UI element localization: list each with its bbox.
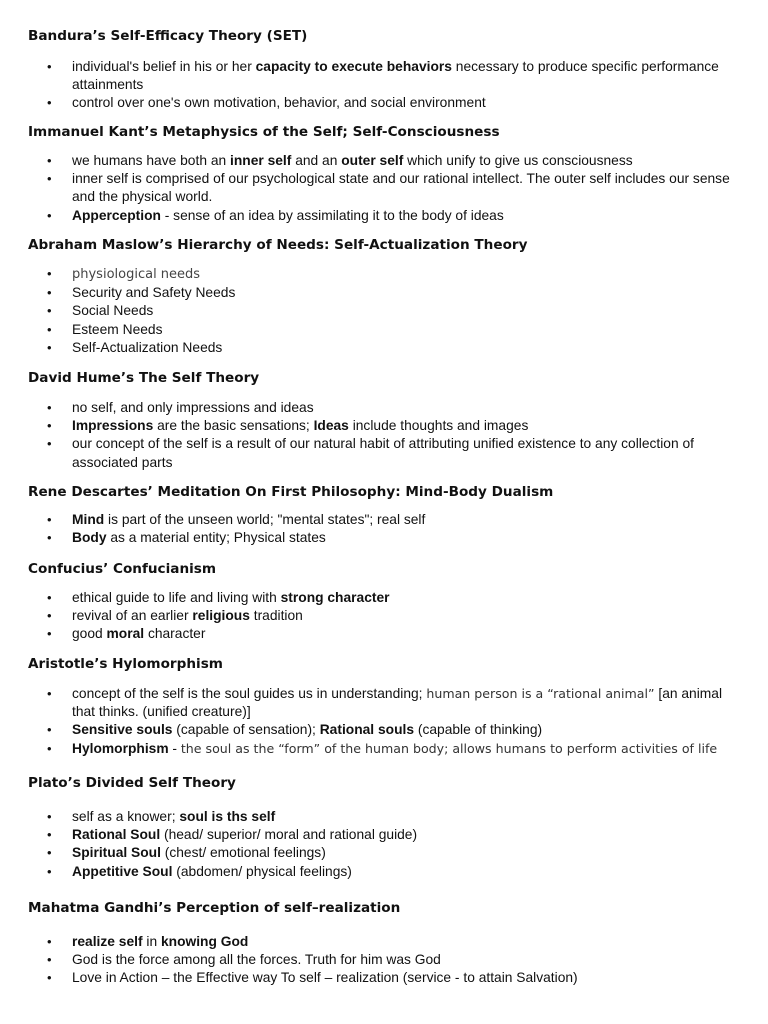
bullet-icon: • bbox=[47, 207, 52, 223]
list-item-text bbox=[72, 95, 486, 110]
section-heading: Rene Descartes’ Meditation On First Philosophy: Mind-Body Dualism bbox=[28, 484, 554, 500]
bullet-icon: • bbox=[47, 339, 52, 355]
list-item bbox=[0, 826, 768, 844]
text-run: we humans have both an bbox=[72, 153, 231, 168]
text-run: are the basic sensations; bbox=[153, 418, 314, 434]
list-item bbox=[0, 435, 768, 471]
list-item bbox=[0, 529, 768, 547]
bullet-icon: • bbox=[47, 740, 52, 756]
text-run: Esteem Needs bbox=[72, 321, 163, 337]
bold-term: outer self bbox=[341, 153, 404, 168]
bold-term: religious bbox=[192, 608, 250, 624]
bullet-list bbox=[0, 589, 768, 644]
text-run: character bbox=[144, 626, 206, 642]
bold-term: Rational souls bbox=[319, 722, 415, 738]
bullet-icon: • bbox=[47, 303, 52, 319]
section-heading: Bandura’s Self-Efficacy Theory (SET) bbox=[28, 28, 308, 44]
list-item-text bbox=[72, 845, 326, 860]
text-run: self as a knower; bbox=[72, 809, 180, 824]
text-run: (head/ superior/ moral and rational guide) bbox=[160, 827, 418, 843]
text-run: (abdomen/ physical feelings) bbox=[172, 863, 352, 879]
list-item bbox=[0, 511, 768, 529]
list-item-text bbox=[72, 741, 717, 756]
list-item-text bbox=[72, 686, 722, 719]
list-item bbox=[0, 302, 768, 320]
list-item-text bbox=[72, 809, 275, 824]
list-item bbox=[0, 607, 768, 625]
text-run: (capable of thinking) bbox=[414, 722, 543, 738]
text-run: [an animal that thinks. (unified creature)] bbox=[72, 686, 723, 720]
list-item bbox=[0, 625, 768, 643]
text-run: God is the force among all the forces. Truth for him was God bbox=[72, 952, 441, 968]
list-item-text bbox=[72, 400, 314, 415]
text-run: ethical guide to life and living with bbox=[72, 590, 281, 605]
text-run: in bbox=[142, 934, 161, 949]
bold-term: Appetitive Soul bbox=[72, 863, 173, 879]
text-run: individual's belief in his or her bbox=[72, 59, 256, 74]
list-item bbox=[0, 740, 768, 758]
list-item bbox=[0, 417, 768, 435]
bold-term: Impressions bbox=[72, 418, 154, 434]
text-run: - bbox=[168, 740, 181, 756]
section-heading: Mahatma Gandhi’s Perception of self–realization bbox=[28, 900, 401, 916]
list-item-text bbox=[72, 626, 205, 641]
bullet-icon: • bbox=[47, 512, 52, 527]
bold-term: Sensitive souls bbox=[72, 722, 173, 738]
list-item-text bbox=[72, 340, 222, 355]
bullet-list bbox=[0, 58, 768, 113]
list-item bbox=[0, 399, 768, 417]
bullet-list bbox=[0, 152, 768, 225]
text-run: physiological needs bbox=[72, 267, 201, 282]
bold-term: realize self bbox=[72, 934, 143, 949]
list-item bbox=[0, 721, 768, 739]
text-run: - sense of an idea by assimilating it to the body of ideas bbox=[160, 207, 504, 223]
bullet-list bbox=[0, 399, 768, 472]
section-heading: Aristotle’s Hylomorphism bbox=[28, 656, 223, 672]
bullet-icon: • bbox=[47, 436, 52, 452]
section-heading: Plato’s Divided Self Theory bbox=[28, 775, 236, 791]
list-item-text bbox=[72, 512, 425, 527]
bold-term: knowing God bbox=[160, 934, 249, 949]
list-item-text bbox=[72, 208, 504, 223]
text-run: inner self is comprised of our psychological state and our rational intellect. The outer self includes our sense and the physical world. bbox=[72, 171, 730, 205]
list-item bbox=[0, 844, 768, 862]
list-item bbox=[0, 265, 768, 284]
list-item bbox=[0, 969, 768, 987]
list-item-text bbox=[72, 153, 633, 168]
text-run: revival of an earlier bbox=[72, 608, 193, 624]
bold-term: Rational Soul bbox=[72, 827, 161, 843]
section-heading: Immanuel Kant’s Metaphysics of the Self; Self-Consciousness bbox=[28, 124, 500, 140]
bullet-list bbox=[0, 265, 768, 357]
bullet-icon: • bbox=[47, 171, 52, 187]
list-item-text bbox=[72, 530, 326, 545]
list-item-text bbox=[72, 303, 153, 318]
text-run: tradition bbox=[249, 608, 303, 624]
bullet-icon: • bbox=[47, 321, 52, 337]
bullet-list bbox=[0, 933, 768, 988]
list-item-text bbox=[72, 322, 163, 337]
text-run: Security and Safety Needs bbox=[72, 285, 236, 301]
list-item-text bbox=[72, 864, 352, 879]
bold-term: Hylomorphism bbox=[72, 740, 169, 756]
text-run: is part of the unseen world; "mental states"; real self bbox=[104, 512, 426, 527]
text-run: concept of the self is the soul guides us in understanding; bbox=[72, 686, 427, 701]
bold-term: Ideas bbox=[313, 418, 349, 434]
text-run: which unify to give us consciousness bbox=[403, 153, 633, 168]
text-run: good bbox=[72, 626, 107, 642]
bullet-icon: • bbox=[47, 530, 52, 546]
text-run: Love in Action – the Effective way To self – realization (service - to attain Salvation) bbox=[72, 970, 578, 986]
list-item bbox=[0, 170, 768, 206]
text-run: Self-Actualization Needs bbox=[72, 339, 223, 355]
list-item bbox=[0, 152, 768, 170]
text-run: the soul as the “form” of the human body; allows humans to perform activities of life bbox=[180, 740, 718, 756]
bullet-icon: • bbox=[47, 608, 52, 624]
list-item bbox=[0, 207, 768, 225]
bullet-icon: • bbox=[47, 266, 52, 281]
bold-term: soul is ths self bbox=[179, 809, 276, 824]
bullet-icon: • bbox=[47, 418, 52, 434]
text-run: human person is a “rational animal” bbox=[426, 686, 655, 701]
list-item bbox=[0, 339, 768, 357]
bullet-icon: • bbox=[47, 809, 52, 824]
bullet-list bbox=[0, 511, 768, 547]
list-item-text bbox=[72, 418, 528, 433]
text-run: include thoughts and images bbox=[348, 418, 529, 434]
bullet-icon: • bbox=[47, 626, 52, 642]
list-item bbox=[0, 863, 768, 881]
list-item bbox=[0, 951, 768, 969]
bullet-icon: • bbox=[47, 400, 52, 415]
text-run: (chest/ emotional feelings) bbox=[160, 845, 326, 861]
text-run: necessary to produce specific performance attainments bbox=[72, 59, 719, 93]
text-run: (capable of sensation); bbox=[172, 722, 320, 738]
section-heading: Abraham Maslow’s Hierarchy of Needs: Self-Actualization Theory bbox=[28, 237, 528, 253]
list-item bbox=[0, 58, 768, 94]
section-heading: Confucius’ Confucianism bbox=[28, 561, 217, 577]
bullet-icon: • bbox=[47, 590, 52, 605]
bullet-icon: • bbox=[47, 827, 52, 843]
list-item bbox=[0, 94, 768, 112]
bullet-list bbox=[0, 808, 768, 881]
list-item bbox=[0, 685, 768, 721]
text-run: as a material entity; Physical states bbox=[106, 530, 326, 546]
list-item-text bbox=[72, 590, 390, 605]
list-item-text bbox=[72, 267, 200, 282]
bullet-icon: • bbox=[47, 722, 52, 738]
bullet-icon: • bbox=[47, 970, 52, 986]
bullet-icon: • bbox=[47, 686, 52, 701]
text-run: and an bbox=[291, 153, 342, 168]
list-item-text bbox=[72, 934, 248, 949]
bold-term: strong character bbox=[280, 590, 390, 605]
text-run: our concept of the self is a result of our natural habit of attributing unified existence to any collection of associated parts bbox=[72, 436, 694, 470]
list-item-text bbox=[72, 970, 578, 985]
list-item-text bbox=[72, 722, 542, 737]
list-item-text bbox=[72, 171, 730, 204]
list-item-text bbox=[72, 436, 694, 469]
bullet-icon: • bbox=[47, 934, 52, 949]
text-run: no self, and only impressions and ideas bbox=[72, 400, 314, 415]
bullet-icon: • bbox=[47, 285, 52, 301]
list-item-text bbox=[72, 285, 235, 300]
list-item bbox=[0, 321, 768, 339]
list-item-text bbox=[72, 59, 719, 92]
list-item bbox=[0, 808, 768, 826]
list-item-text bbox=[72, 827, 417, 842]
bullet-icon: • bbox=[47, 59, 52, 74]
bullet-icon: • bbox=[47, 952, 52, 968]
section-heading: David Hume’s The Self Theory bbox=[28, 370, 260, 386]
bold-term: Apperception bbox=[72, 207, 161, 223]
list-item-text bbox=[72, 608, 303, 623]
bullet-icon: • bbox=[47, 863, 52, 879]
bold-term: Spiritual Soul bbox=[72, 845, 161, 861]
bullet-icon: • bbox=[47, 845, 52, 861]
text-run: control over one's own motivation, behavior, and social environment bbox=[72, 95, 486, 111]
bold-term: capacity to execute behaviors bbox=[255, 59, 452, 74]
list-item bbox=[0, 589, 768, 607]
list-item bbox=[0, 284, 768, 302]
bold-term: moral bbox=[106, 626, 145, 642]
list-item bbox=[0, 933, 768, 951]
bullet-icon: • bbox=[47, 95, 52, 111]
bold-term: inner self bbox=[230, 153, 292, 168]
list-item-text bbox=[72, 952, 441, 967]
bullet-icon: • bbox=[47, 153, 52, 168]
bullet-list bbox=[0, 685, 768, 758]
bold-term: Mind bbox=[72, 512, 105, 527]
text-run: Social Needs bbox=[72, 303, 154, 319]
bold-term: Body bbox=[72, 530, 107, 546]
